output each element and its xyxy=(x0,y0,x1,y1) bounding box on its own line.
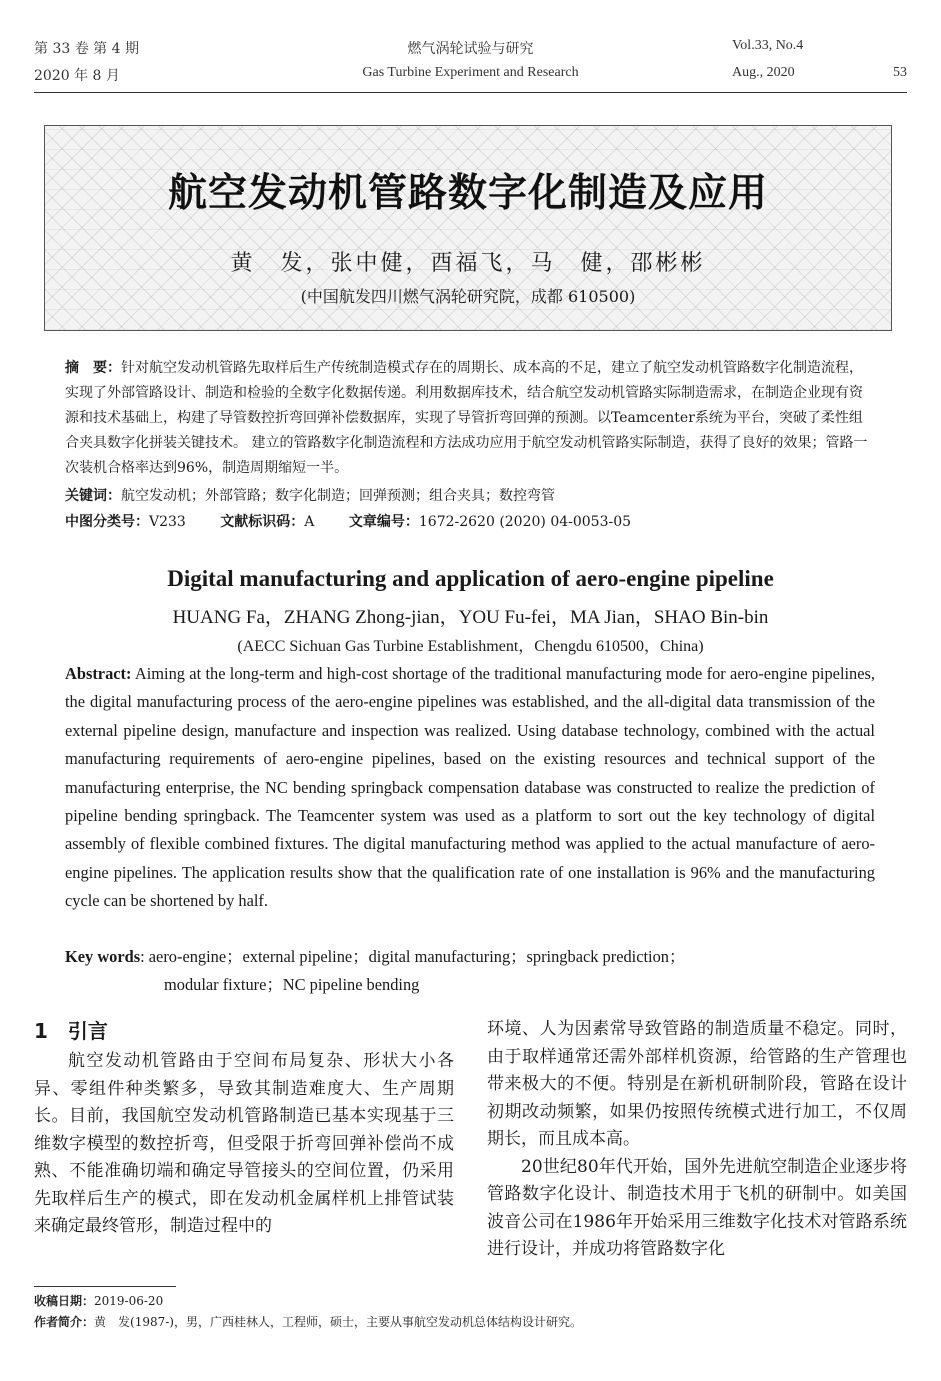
body-column-left xyxy=(34,1016,454,1241)
keywords-en-label: Key words xyxy=(65,947,141,966)
doc-code-label: 文献标识码： xyxy=(220,514,305,530)
abstract-cn-text: 针对航空发动机管路先取样后生产传统制造模式存在的周期长、成本高的不足，建立了航空发动机管路数字化制造流程，实现了外部管路设计、制造和检验的全数字化数据传递。利用数据库技术，结合航空发动机管路实际制造需求，在制造企业现有资源和技术基础上，构建了导管数控折弯回弹补偿数据库，实现了导管折弯回弹的预测。以Teamcenter系统为平台，突破了柔性组合夹具数字化拼装关键技术。 建立的管路数字化制造流程和方法成功应用于航空发动机管路实际制造，获得了良好的效果；管路一次装机合格率达到96%，制造周期缩短一半。 xyxy=(65,360,868,476)
volume-en: Vol.33, No.4 xyxy=(732,38,804,53)
clc-value: V233 xyxy=(149,514,186,530)
journal-name-en: Gas Turbine Experiment and Research xyxy=(362,65,579,80)
volume-cn: 第 33 卷 第 4 期 xyxy=(34,41,139,57)
keywords-en-line2: modular fixture；NC pipeline bending xyxy=(164,975,420,995)
abstract-cn-label: 摘 要： xyxy=(65,360,121,376)
body-paragraph: 航空发动机管路由于空间布局复杂、形状大小各异、零组件种类繁多，导致其制造难度大、生产周期长。目前，我国航空发动机管路制造已基本实现基于三维数字模型的数控折弯，但受限于折弯回弹补偿尚不成熟、不能准确切端和确定导管接头的空间位置，仍采用先取样后生产的模式，即在发动机金属样机上排管试装来确定最终管形，制造过程中的 xyxy=(34,1051,454,1236)
body-column-right xyxy=(487,1016,907,1264)
journal-name-cn: 燃气涡轮试验与研究 xyxy=(407,41,534,57)
affiliation-en: (AECC Sichuan Gas Turbine Establishment，Chengdu 610500，China) xyxy=(237,638,704,655)
section-heading: 1 引言 xyxy=(34,1019,108,1043)
running-header xyxy=(34,38,907,90)
header-rule xyxy=(34,92,907,93)
article-no-label: 文章编号： xyxy=(348,514,419,530)
abstract-en-label: Abstract: xyxy=(65,664,132,683)
classification-line xyxy=(65,510,875,535)
body-paragraph: 环境、人为因素常导致管路的制造质量不稳定。同时，由于取样通常还需外部样机资源，给管路的生产管理也带来极大的不便。特别是在新机研制阶段，管路在设计初期改动频繁，如果仍按照传统模式进行加工，不仅周期长，而且成本高。 xyxy=(487,1019,907,1149)
authors-en: HUANG Fa，ZHANG Zhong-jian，YOU Fu-fei，MA Jian，SHAO Bin-bin xyxy=(172,607,769,628)
doc-code-value: A xyxy=(304,514,315,530)
article-no-value: 1672-2620 (2020) 04-0053-05 xyxy=(418,514,632,530)
author-bio: 黄 发(1987-)，男，广西桂林人，工程师，硕士，主要从事航空发动机总体结构设计研究。 xyxy=(94,1315,582,1329)
keywords-cn-label: 关键词： xyxy=(65,488,121,504)
footnote-rule xyxy=(34,1286,176,1287)
authors-cn: 黄 发，张中健，酉福飞，马 健，邵彬彬 xyxy=(230,251,706,276)
abstract-en xyxy=(65,660,875,916)
keywords-cn xyxy=(65,484,875,509)
date-en: Aug., 2020 xyxy=(732,65,795,80)
abstract-cn xyxy=(65,356,875,481)
date-cn: 2020 年 8 月 xyxy=(34,68,120,84)
clc-label: 中图分类号： xyxy=(65,514,149,530)
abstract-en-text: Aiming at the long-term and high-cost shortage of the traditional manufacturing mode for aero-engine pipelines, the digital manufacturing process of the aero-engine pipelines was established, and the all-digital data transmission of the external pipeline design, manufacture and inspection was realized. Using database technology, combined with the actual manufacturing requirements of aero-engine pipelines, based on the existing resources and technical support of the manufacturing enterprise, the NC bending springback compensation database was constructed to realize the prediction of pipeline bending springback. The Teamcenter system was used as a platform to sort out the key technology of digital assembly of flexible combined fixtures. The digital manufacturing method was applied to the actual manufacture of aero-engine pipelines. The application results show that the qualification rate of one installation is 96% and the manufacturing cycle can be shortened by half. xyxy=(65,664,875,911)
received-label: 收稿日期： xyxy=(34,1294,95,1308)
affiliation-cn: (中国航发四川燃气涡轮研究院，成都 610500) xyxy=(300,287,636,306)
page-number: 53 xyxy=(893,65,907,80)
title-banner xyxy=(44,125,892,331)
body-paragraph: 20世纪80年代开始，国外先进航空制造企业逐步将管路数字化设计、制造技术用于飞机的研制中。如美国波音公司在1986年开始采用三维数字化技术对管路系统进行设计，并成功将管路数字化 xyxy=(487,1156,907,1259)
keywords-en-line1: : aero-engine；external pipeline；digital manufacturing；springback prediction； xyxy=(140,947,686,966)
footnote-received xyxy=(34,1292,163,1309)
keywords-en xyxy=(65,943,875,1000)
paper-title-en: Digital manufacturing and application of aero-engine pipeline xyxy=(167,566,774,591)
author-bio-label: 作者简介： xyxy=(34,1315,95,1329)
keywords-cn-text: 航空发动机；外部管路；数字化制造；回弹预测；组合夹具；数控弯管 xyxy=(121,488,555,504)
paper-title-cn: 航空发动机管路数字化制造及应用 xyxy=(167,171,768,216)
footnote-author xyxy=(34,1313,582,1330)
received-date: 2019-06-20 xyxy=(94,1294,164,1308)
